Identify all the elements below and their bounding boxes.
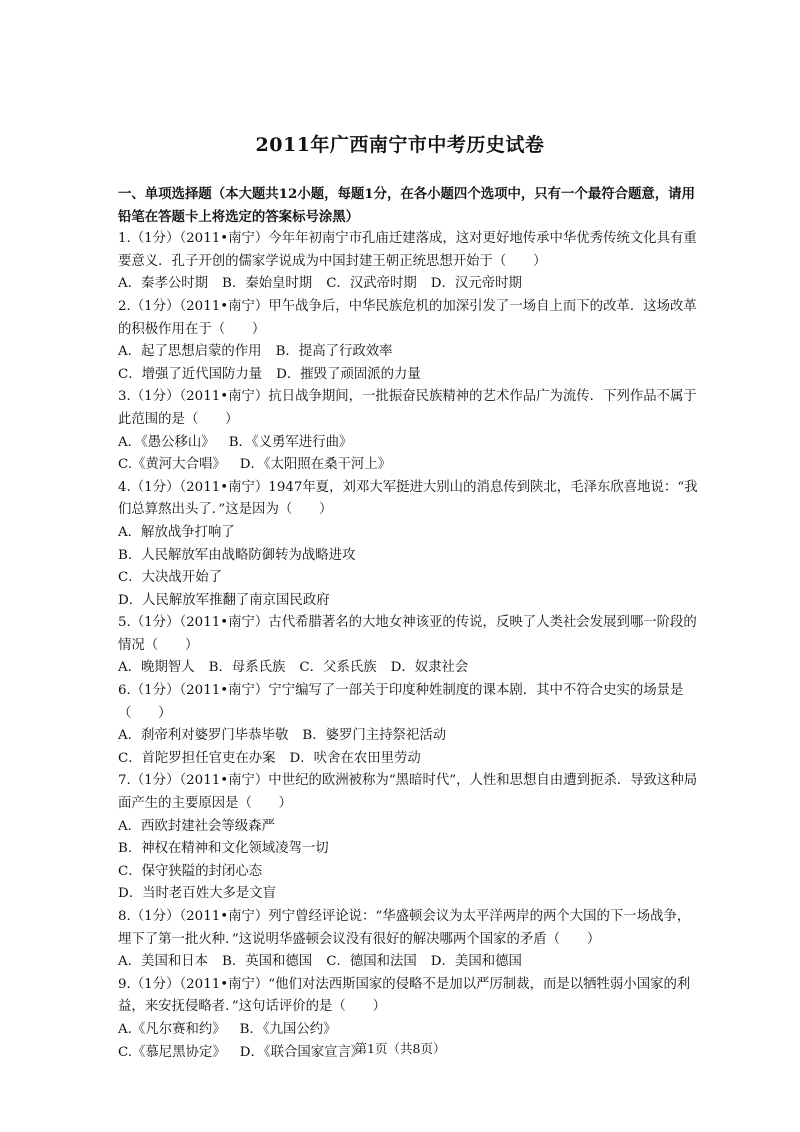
question-stem: 1.（1分）（2011•南宁）今年年初南宁市孔庙迁建落成，这对更好地传承中华优秀传统文化具有重要意义．孔子开创的儒家学说成为中国封建王朝正统思想开始于（ ） [118,231,697,269]
question-stem: 2.（1分）（2011•南宁）甲午战争后，中华民族危机的加深引发了一场自上而下的改革．这场改革的积极作用在于（ ） [118,298,697,337]
answer-option: D．摧毁了顽固派的力量 [276,366,421,382]
answer-option: C．汉武帝时期 [326,276,417,292]
answer-option: C．首陀罗担任官吏在办案 [118,750,276,766]
question-item [118,386,703,476]
option-row [118,590,703,613]
answer-option: C．父系氏族 [299,660,377,676]
answer-option: A．秦孝公时期 [118,276,209,292]
question-item [118,612,703,680]
question-item [118,680,703,770]
option-row [118,432,703,455]
exam-content [118,183,703,1064]
answer-option: D．奴隶社会 [390,660,469,676]
answer-option: B．《义勇军进行曲》 [228,434,353,450]
answer-option: B．英国和德国 [222,954,313,970]
answer-option: B．《九国公约》 [239,1021,337,1037]
answer-option: D．当时老百姓大多是文盲 [118,886,277,902]
answer-option: B．秦始皇时期 [222,276,313,292]
question-stem: 8.（1分）（2011•南宁）列宁曾经评论说：“华盛顿会议为太平洋两岸的两个大国的下一场战争，埋下了第一批火种．”这说明华盛顿会议没有很好的解决哪两个国家的矛盾（ ） [118,909,691,947]
answer-option: A.《凡尔赛和约》 [118,1021,226,1037]
answer-option: B．婆罗门主持祭祀活动 [302,728,447,744]
option-row [118,748,703,771]
answer-option: B．神权在精神和文化领域凌驾一切 [118,841,329,857]
option-row [118,454,703,477]
answer-option: C．大决战开始了 [118,570,222,586]
option-row [118,725,703,748]
option-row [118,567,703,590]
answer-option: C．增强了近代国防力量 [118,366,263,382]
answer-option: C.《黄河大合唱》 [118,457,226,473]
answer-option: A．刹帝利对婆罗门毕恭毕敬 [118,728,289,744]
question-stem: 3.（1分）（2011•南宁）抗日战争期间，一批振奋民族精神的艺术作品广为流传．下列作品不属于此范围的是（ ） [118,389,697,427]
page-footer: 第1页（共8页） [354,1041,446,1056]
answer-option: D．吠舍在农田里劳动 [289,750,421,766]
answer-option: A．起了思想启蒙的作用 [118,344,262,360]
question-stem: 9.（1分）（2011•南宁）“他们对法西斯国家的侵略不是加以严厉制裁，而是以牺牲弱小国家的利益，来安抚侵略者．”这句话评价的是（ ） [118,976,691,1015]
answer-option: D．人民解放军推翻了南京国民政府 [118,592,330,608]
option-row [118,861,703,884]
answer-option: B．提高了行政效率 [275,344,393,360]
answer-option: B．母系氏族 [208,660,286,676]
option-row [118,657,703,680]
question-stem: 4.（1分）（2011•南宁）1947年夏，刘邓大军挺进大别山的消息传到陕北，毛泽东欣喜地说：“我们总算熬出头了．”这是因为（ ） [118,479,698,518]
option-row [118,273,703,296]
page-title: 2011年广西南宁市中考历史试卷 [255,134,545,156]
answer-option: A．美国和日本 [118,954,209,970]
answer-option: C．保守狭隘的封闭心态 [118,863,263,879]
answer-option: C．德国和法国 [326,954,417,970]
answer-option: B．人民解放军由战略防御转为战略进攻 [118,547,356,563]
option-row [118,816,703,839]
answer-option: A．西欧封建社会等级森严 [118,818,275,834]
answer-option: D．《太阳照在桑干河上》 [239,457,392,473]
answer-option: A．晚期智人 [118,660,195,676]
question-item [118,770,703,906]
option-row [118,545,703,568]
question-list [118,228,703,1064]
answer-option: C.《慕尼黑协定》 [118,1044,226,1060]
option-row [118,951,703,974]
question-stem: 7.（1分）（2011•南宁）中世纪的欧洲被称为“黑暗时代”，人性和思想自由遭到扼杀．导致这种局面产生的主要原因是（ ） [118,773,698,812]
section-heading: 一、单项选择题（本大题共12小题，每题1分，在各小题四个选项中，只有一个最符合题意，请用铅笔在答题卡上将选定的答案标号涂黑） [118,186,695,225]
question-stem: 5.（1分）（2011•南宁）古代希腊著名的大地女神该亚的传说，反映了人类社会发展到哪一阶段的情况（ ） [118,615,697,653]
question-item [118,477,703,613]
question-item [118,906,703,974]
answer-option: D．《联合国家宣言》 [239,1044,365,1060]
question-item [118,228,703,296]
answer-option: D．美国和德国 [430,954,522,970]
question-item [118,296,703,386]
answer-option: D．汉元帝时期 [430,276,522,292]
option-row [118,364,703,387]
answer-option: A．《愚公移山》 [118,434,215,450]
option-row [118,883,703,906]
option-row [118,341,703,364]
answer-option: A．解放战争打响了 [118,524,235,540]
question-stem: 6.（1分）（2011•南宁）宁宁编写了一部关于印度种姓制度的课本剧．其中不符合史实的场景是（ ） [118,683,684,721]
option-row [118,522,703,545]
option-row [118,838,703,861]
